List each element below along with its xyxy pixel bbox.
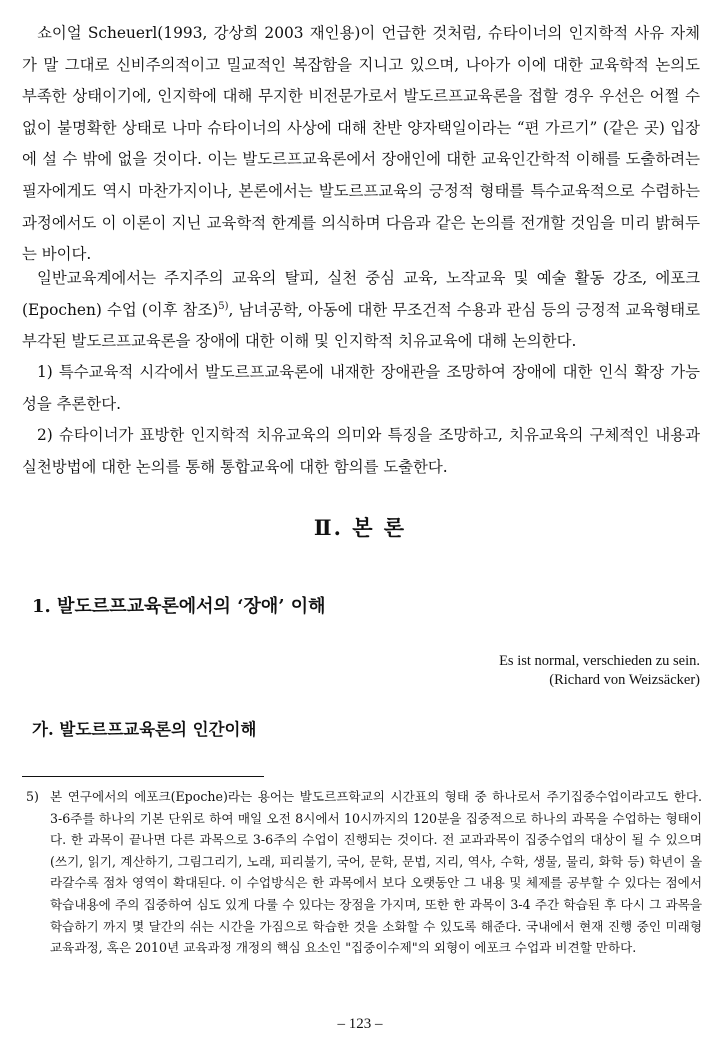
footnote-text: 본 연구에서의 에포크(Epoche)라는 용어는 발도르프학교의 시간표의 형태 중 하나로서 주기집중수업이라고도 한다. 3-6주를 하나의 기본 단위로 하여 매일 오전 8시에서 10시까지의 120분을 집중적으로 하나의 과목을 수업하는 형태이다. 한 과목이 끝나면 다른 과목으로 3-6주의 수업이 진행되는 것이다. 전 교과과목이 집중수업의 대상이 될 수 있으며 (쓰기, 읽기, 계산하기, 그림그리기, 노래, 피리불기, 국어, 문학, 문법, 지리, 역사, 수학, 생물, 물리, 화학 등) 학년이 올라갈수록 점차 영역이 확대된다. 이 수업방식은 한 과목에서 보다 오랫동안 그 내용 및 체제를 공부할 수 있다는 점에서 학습내용에 주의 집중하여 심도 있게 다룰 수 있다는 장점을 가지며, 또한 한 과목이 3-4 주간 학습된 후 다시 그 과목을 학습하기 까지 몇 달간의 쉬는 시간을 가짐으로 학습한 것을 소화할 수 있도록 해준다. 국내에서 현재 진행 중인 미래형 교육과정, 혹은 2010년 교육과정 개정의 핵심 요소인 "집중이수제"의 외형이 에포크 수업과 비견할 만하다.	[50, 789, 702, 956]
epigraph-quote: Es ist normal, verschieden zu sein.	[499, 653, 700, 669]
subsubsection-title: 가. 발도르프교육론의 인간이해	[32, 720, 257, 739]
footnote-number: 5)	[26, 789, 39, 804]
section-title: Ⅱ. 본 론	[313, 515, 407, 540]
scope-text-part1: 일반교육계에서는 주지주의 교육의 탈피, 실천 중심 교육, 노작교육 및 예술 활동 강조, 에포크 (Epochen) 수업 (이후 참조)	[22, 269, 700, 319]
intro-paragraph: 쇼이얼 Scheuerl(1993, 강상희 2003 재인용)이 언급한 것처럼, 슈타이너의 인지학적 사유 자체가 말 그대로 신비주의적이고 밀교적인 복잡함을 지니고 있으며, 나아가 이에 대한 교육학적 논의도 부족한 상태이기에, 인지학에 대해 무지한 비전문가로서 발도르프교육론을 접할 경우 우선은 어쩔 수 없이 불명확한 상태로 나마 슈타이너의 사상에 대해 찬반 양자택일이라는 “편 가르기” (같은 곳) 입장에 설 수 밖에 없을 것이다. 이는 발도르프교육론에서 장애인에 대한 교육인간학적 이해를 도출하려는 필자에게도 역시 마찬가지이나, 본론에서는 발도르프교육의 긍정적 형태를 특수교육적으로 수렴하는 과정에서도 이 이론이 지닌 교육학적 한계를 의식하며 다음과 같은 논의를 전개할 것임을 미리 밝혀두는 바이다.	[22, 24, 700, 264]
epigraph	[499, 652, 700, 690]
scope-paragraph	[22, 263, 700, 358]
scope-text-part2: , 남녀공학, 아동에 대한 무조건적 수용과 관심 등의 긍정적 교육형태로 부각된 발도르프교육론을 장애에 대한 이해 및 인지학적 치유교육에 대해 논의한다.	[22, 300, 700, 351]
footnote	[22, 786, 702, 959]
subsection-title: 1. 발도르프교육론에서의 ‘장애’ 이해	[32, 596, 326, 617]
objective-item-2: 2) 슈타이너가 표방한 인지학적 치유교육의 의미와 특징을 조망하고, 치유교육의 구체적인 내용과 실천방법에 대한 논의를 통해 통합교육에 대한 함의를 도출한다.	[22, 426, 700, 476]
footnote-divider	[22, 776, 264, 777]
objective-item-1: 1) 특수교육적 시각에서 발도르프교육론에 내재한 장애관을 조망하여 장애에 대한 인식 확장 가능성을 추론한다.	[22, 363, 700, 413]
page-number: – 123 –	[337, 1016, 383, 1032]
footnote-reference: 5)	[218, 300, 229, 312]
epigraph-author: (Richard von Weizsäcker)	[549, 672, 700, 688]
